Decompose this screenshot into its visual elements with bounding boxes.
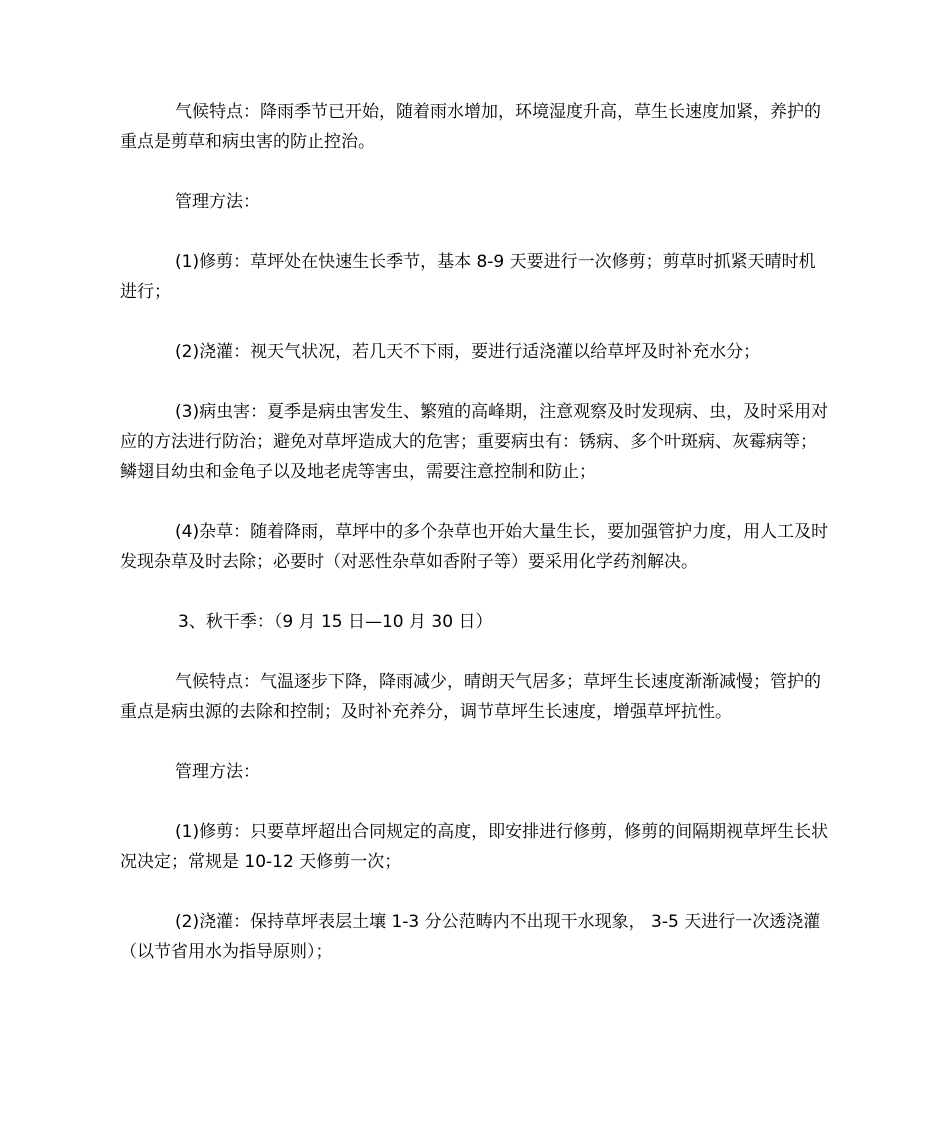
item-weeds-summer: (4)杂草：随着降雨，草坪中的多个杂草也开始大量生长，要加强管护力度，用人工及时发现杂草及时去除；必要时（对恶性杂草如香附子等）要采用化学药剂解决。: [120, 522, 829, 572]
item-trimming-autumn: (1)修剪：只要草坪超出合同规定的高度，即安排进行修剪，修剪的间隔期视草坪生长状况决定；常规是 10-12 天修剪一次；: [120, 822, 829, 872]
climate-paragraph-autumn: 气候特点：气温逐步下降，降雨减少，晴朗天气居多；草坪生长速度渐渐减慢；管护的重点是病虫源的去除和控制；及时补充养分，调节草坪生长速度，增强草坪抗性。: [120, 672, 821, 722]
item-irrigation-autumn: (2)浇灌：保持草坪表层土壤 1-3 分公范畴内不出现干水现象， 3-5 天进行一次透浇灌（以节省用水为指导原则）；: [120, 912, 821, 962]
item-irrigation-summer: (2)浇灌：视天气状况，若几天不下雨，要进行适浇灌以给草坪及时补充水分；: [175, 342, 761, 362]
climate-paragraph-summer: 气候特点：降雨季节已开始，随着雨水增加，环境湿度升高，草生长速度加紧，养护的重点是剪草和病虫害的防止控治。: [120, 102, 821, 152]
item-pests-summer: (3)病虫害：夏季是病虫害发生、繁殖的高峰期，注意观察及时发现病、虫，及时采用对应的方法进行防治；避免对草坪造成大的危害；重要病虫有：锈病、多个叶斑病、灰霉病等；鳞翅目幼虫和金龟子以及地老虎等害虫，需要注意控制和防止；: [120, 402, 829, 482]
item-trimming-summer: (1)修剪：草坪处在快速生长季节，基本 8-9 天要进行一次修剪；剪草时抓紧天晴时机进行；: [120, 252, 816, 302]
management-heading-autumn: 管理方法：: [175, 762, 260, 782]
document-page: [120, 97, 832, 997]
section-heading-autumn: 3、秋干季：（9 月 15 日—10 月 30 日）: [178, 612, 493, 632]
management-heading-summer: 管理方法：: [175, 192, 260, 212]
